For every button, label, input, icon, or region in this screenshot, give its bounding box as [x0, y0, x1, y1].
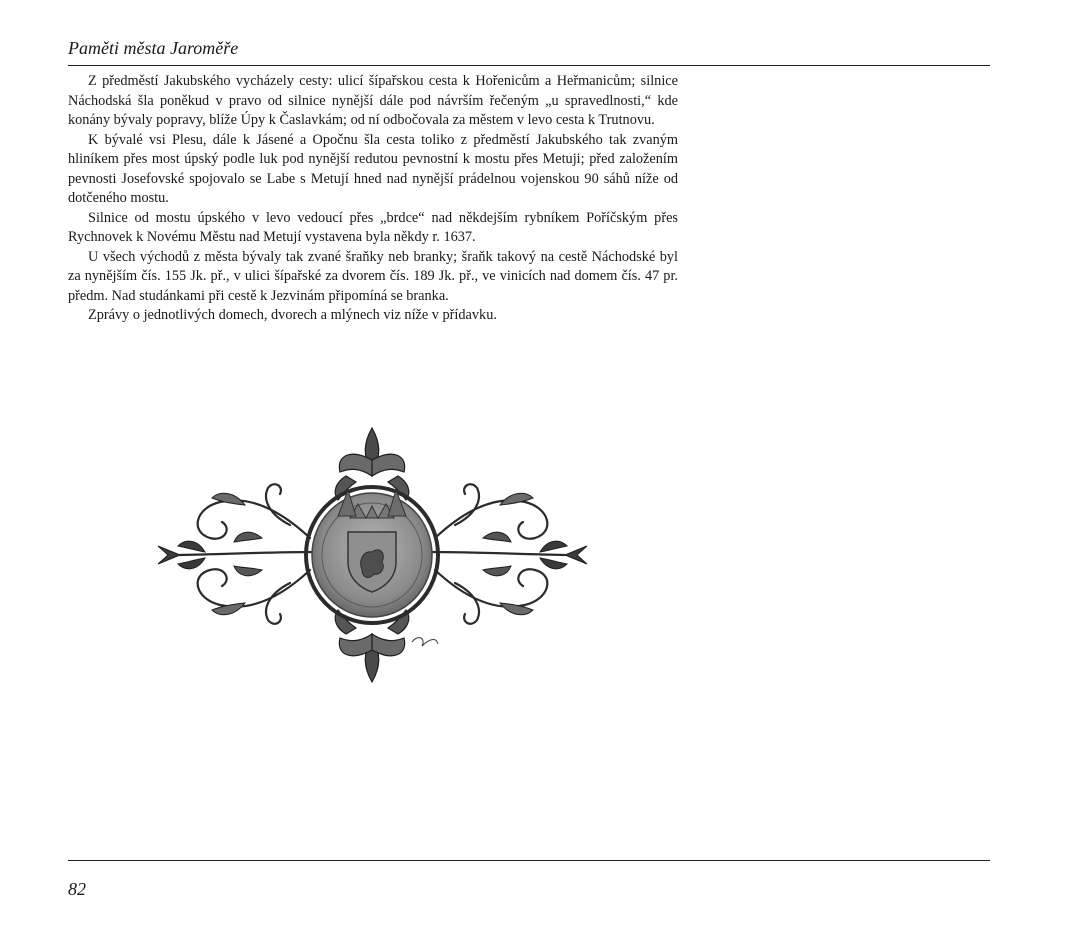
bottom-crest: [335, 610, 409, 682]
running-head: Paměti města Jaroměře: [68, 38, 239, 58]
paragraph: Z předměstí Jakubského vycházely cesty: ulicí šípařskou cesta k Hořenicům a Heřmanicům; silnice Náchodská šla poněkud v pravo od silnice nynější dále pod návrším řečeným „u spravedlnosti,“ kde konány bývaly popravy, blíže Úpy k Časlavkám; od ní odbočovala za městem v levo cesta k Trutnovu.: [68, 73, 678, 128]
right-scrollwork: [430, 484, 565, 624]
header-rule: [68, 65, 990, 66]
page-number: 82: [68, 879, 86, 899]
seal-ornament-illustration: [150, 420, 595, 690]
footer-rule: [68, 860, 990, 861]
paragraph: Silnice od mostu úpského v levo vedoucí přes „brdce“ nad někdejším rybníkem Poříčským přes Rychnovek k Novému Městu nad Metují vystavena byla někdy r. 1637.: [68, 209, 678, 245]
paragraph: U všech východů z města bývaly tak zvané šraňky neb branky; šraňk takový na cestě Náchodské byl za nynějším čís. 155 Jk. př., v ulici šípařské za dvorem čís. 189 Jk. př., ve vinicích nad domem čís. 47 pr. předm. Nad studánkami při cestě k Jezvinám připomíná se branka.: [68, 248, 678, 304]
left-scrollwork: [180, 484, 315, 624]
artist-signature: [412, 638, 438, 646]
text-block: [68, 72, 678, 326]
paragraph: Zprávy o jednotlivých domech, dvorech a mlýnech viz níže v přídavku.: [88, 307, 497, 323]
paragraph: K bývalé vsi Plesu, dále k Jásené a Opočnu šla cesta toliko z předměstí Jakubského tak zvaným hliníkem přes most úpský podle luk pod nynější redutou pevnostní k mostu přes Metuji; před založením pevnosti Josefovské spojovalo se Labe s Metují hned nad nynější prádelnou vojenskou 90 sáhů níže od dotčeného mostu.: [68, 131, 678, 206]
top-crest: [335, 428, 409, 500]
